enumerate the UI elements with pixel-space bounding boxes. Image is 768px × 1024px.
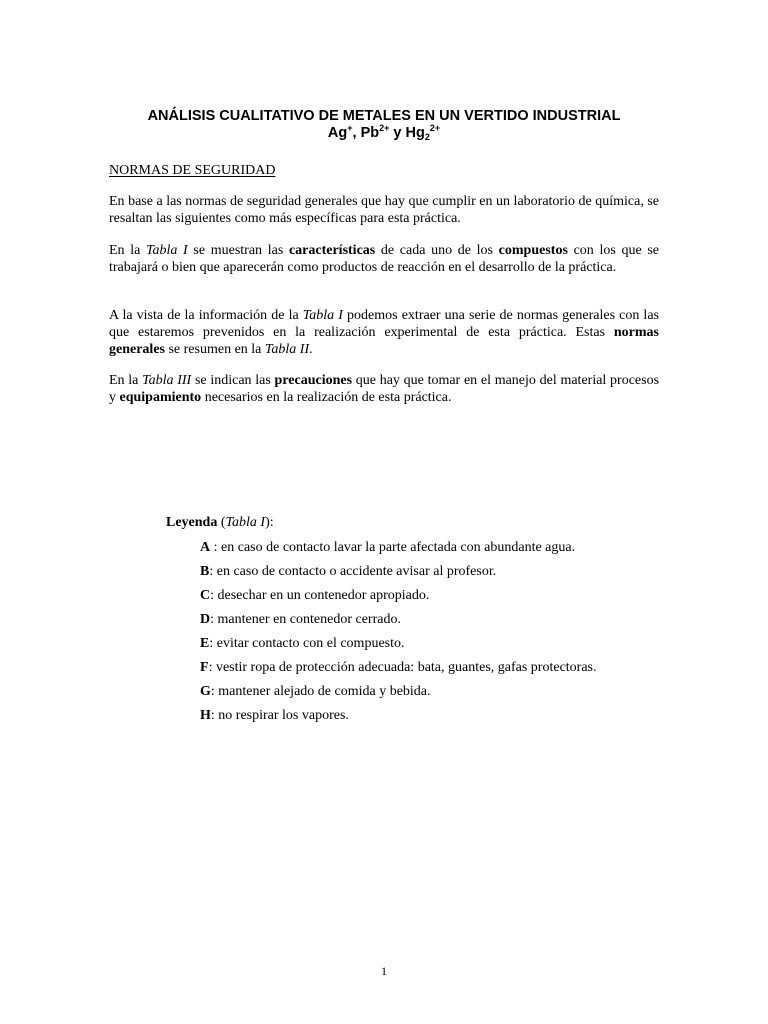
legend-text: : no respirar los vapores. <box>210 708 349 723</box>
legend-item <box>200 610 597 634</box>
legend-key: G <box>200 684 211 699</box>
legend-item <box>200 634 597 658</box>
ion-ag-charge: + <box>347 123 353 133</box>
legend-key: H <box>200 708 211 723</box>
text-run: ): <box>265 515 274 530</box>
legend-list <box>200 538 597 730</box>
paragraph-intro: En base a las normas de seguridad generales que hay que cumplir en un laboratorio de química, se resaltan las siguientes como más específicas para esta práctica. <box>109 194 659 226</box>
text-run: necesarios en la realización de esta práctica. <box>201 390 452 405</box>
paragraph-tabla-i <box>109 242 659 276</box>
table-reference: Tabla I <box>146 243 188 258</box>
ion-hg-charge: 2+ <box>429 123 441 133</box>
text-run: . <box>309 342 313 357</box>
table-reference: Tabla I <box>225 515 266 530</box>
legend-text: : vestir ropa de protección adecuada: bata, guantes, gafas protectoras. <box>208 660 597 675</box>
legend-text: : en caso de contacto lavar la parte afectada con abundante agua. <box>210 540 576 555</box>
legend-item <box>200 538 597 562</box>
legend-text: : en caso de contacto o accidente avisar al profesor. <box>209 564 497 579</box>
bold-term: normas generales <box>109 325 659 357</box>
ion-ag: Ag <box>327 125 348 141</box>
legend-key: E <box>200 636 210 651</box>
legend-key: C <box>200 588 211 603</box>
legend-text: : mantener alejado de comida y bebida. <box>210 684 431 699</box>
table-reference: Tabla II <box>264 342 310 357</box>
text-run: ( <box>217 515 226 530</box>
legend-label: Leyenda <box>166 515 218 530</box>
page-number: 1 <box>381 964 387 978</box>
legend-title <box>166 515 274 531</box>
ion-hg-subscript: 2 <box>424 132 430 142</box>
paragraph-precauciones <box>109 372 659 406</box>
table-reference: Tabla III <box>142 373 192 388</box>
legend-item <box>200 682 597 706</box>
text-run: con los que se trabajará o bien que aparecerán como productos de reacción en el desarrollo de la práctica. <box>109 243 660 275</box>
bold-term: características <box>288 243 376 258</box>
legend-key: F <box>200 660 209 675</box>
legend-text: : desechar en un contenedor apropiado. <box>210 588 430 603</box>
legend-item <box>200 706 597 730</box>
legend-key: B <box>200 564 210 579</box>
bold-term: compuestos <box>498 243 568 258</box>
ion-separator: , <box>352 125 361 141</box>
text-run: A la vista de la información de la <box>109 308 303 323</box>
text-run: se resumen en la <box>164 342 265 357</box>
ion-pb-charge: 2+ <box>379 123 390 133</box>
text-run: se muestran las <box>187 243 289 258</box>
ion-separator: y <box>389 125 406 141</box>
text-run: podemos extraer una serie de normas generales con las que estaremos prevenidos en la realización experimental de esta práctica. Estas <box>109 308 659 340</box>
bold-term: precauciones <box>274 373 353 388</box>
document-subtitle-ions <box>0 125 768 142</box>
legend-key: A <box>200 540 211 555</box>
legend-text: : mantener en contenedor cerrado. <box>210 612 401 627</box>
table-reference: Tabla I <box>302 308 343 323</box>
legend-item <box>200 658 597 682</box>
document-title: ANÁLISIS CUALITATIVO DE METALES EN UN VERTIDO INDUSTRIAL <box>147 108 621 124</box>
text-run: En la <box>109 243 146 258</box>
legend-key: D <box>200 612 211 627</box>
legend-item <box>200 562 597 586</box>
text-run: de cada uno de los <box>375 243 499 258</box>
ion-hg: Hg <box>405 125 425 141</box>
ion-pb: Pb <box>360 125 380 141</box>
bold-term: equipamiento <box>119 390 202 405</box>
text-run: que hay que tomar en el manejo del material procesos y <box>109 373 660 405</box>
section-heading: NORMAS DE SEGURIDAD <box>109 163 276 178</box>
legend-text: : evitar contacto con el compuesto. <box>209 636 405 651</box>
text-run: En la <box>109 373 143 388</box>
text-run: se indican las <box>191 373 275 388</box>
paragraph-normas-generales <box>109 307 659 358</box>
legend-item <box>200 586 597 610</box>
